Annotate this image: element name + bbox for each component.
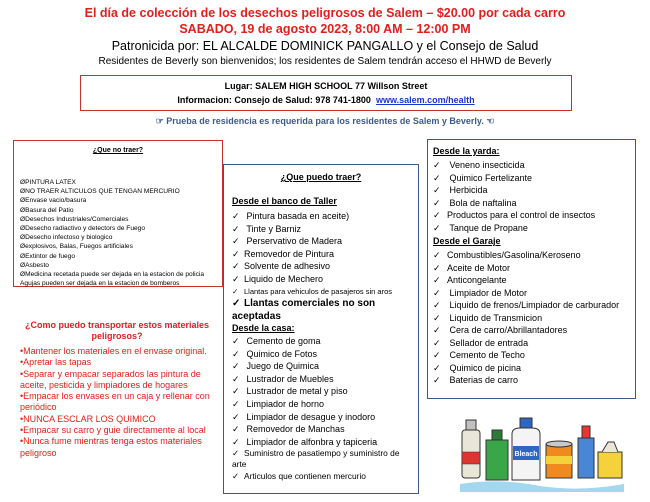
workshop-item: ✓ Removedor de Pintura [232,248,335,259]
check-icon: ✓ [232,223,240,234]
yard-item: ✓ Productos para el control de insectos [433,210,596,220]
garage-item: ✓ Cemento de Techo [433,350,525,360]
garage-item: ✓ Liquido de Transmicion [433,312,543,323]
not-allowed-item: ØAsbesto [20,261,49,269]
residency-proof-note: ☞ Prueba de residencia es requerida para los residentes de Salem y Beverly. ☜ [155,116,495,126]
garage-item: ✓ Liquido de frenos/Limpiador de carburador [433,300,620,310]
spill-puddle [460,481,624,492]
garage-item: ✓ Sellador de entrada [433,337,529,348]
transport-title: ¿Como puedo transportar estos materiales peligrosos? [24,320,210,341]
transport-item: •Separar y empacar separados las pintura de aceite, pesticida y limpiadores de hogares [20,368,201,390]
yard-item: ✓ Veneno insecticida [433,160,525,170]
garage-item: ✓ Cera de carro/Abrillantadores [433,325,568,335]
home-item: ✓ Articulos que contienen mercurio [232,471,366,482]
check-icon: ✓ [433,362,441,373]
oil-can-icon [598,442,622,478]
check-icon: ✓ [433,222,441,233]
green-jug-icon [486,430,508,480]
check-icon: ✓ [232,411,240,422]
check-icon: ✓ [433,172,441,183]
check-icon: ✓ [232,236,240,247]
transport-item: •Nunca fume mientras tenga estos materiales peligroso [20,436,202,458]
check-icon: ✓ [232,286,239,296]
spray-can-icon [462,420,480,478]
not-allowed-item: Øexplosivos, Balas, Fuegos artificiales [20,243,133,251]
chemical-bottle-icon [578,426,594,478]
check-icon: ✓ [433,350,441,360]
workshop-item: ✓ Pintura basada en aceite) [232,211,350,221]
sponsor-line: Patronicida por: EL ALCALDE DOMINICK PANGALLO y el Consejo de Salud [111,39,539,53]
check-icon: ✓ [433,375,441,385]
check-icon: ✓ [433,300,441,310]
check-icon: ✓ [232,336,240,346]
workshop-item: ✓ Perservativo de Madera [232,236,343,247]
home-item: ✓ Quimico de Fotos [232,348,318,359]
residents-line: Residentes de Beverly son bienvenidos; los residentes de Salem tendrán acceso el HHWD de Beverly [98,56,552,67]
bleach-bottle-icon [512,418,540,480]
health-website-link[interactable]: www.salem.com/health [375,95,475,105]
location-box [80,75,572,111]
workshop-list [232,210,416,323]
allowed-title: ¿Que puedo traer? [280,172,362,182]
transport-item: •Mantener los materiales en el envase original. [20,346,207,356]
check-icon: ✓ [232,348,240,359]
transport-item: •Empacar los envases en un caja y rellenar con periódico [20,391,210,413]
home-item: ✓ Limpiador de horno [232,398,325,409]
not-allowed-item: ØMedicina recetada puede ser dejada en la estacion de policia [20,271,205,279]
allowed-box [223,164,419,494]
check-icon: ✓ [232,298,241,310]
check-icon: ✓ [232,361,240,372]
not-allowed-box [13,140,223,287]
event-title: El día de colección de los desechos peligrosos de Salem – $20.00 por cada carro [84,6,566,20]
check-icon: ✓ [232,373,240,384]
check-icon: ✓ [433,262,441,273]
transport-item: •NUNCA ESCLAR LOS QUIMICO [20,413,156,424]
workshop-section-title: Desde el banco de Taller [232,196,337,206]
yard-garage-box [427,139,636,399]
garage-item: ✓ Anticongelante [433,275,507,285]
check-icon: ✓ [433,197,441,208]
check-icon: ✓ [232,436,240,447]
bleach-label: Bleach [514,451,538,458]
transport-item: •Empacar su carro y guie directamente al local [20,425,206,436]
check-icon: ✓ [433,185,441,195]
not-allowed-item: ØNO TRAER ALTICULOS QUE TENGAN MERCURIO [20,188,180,196]
check-icon: ✓ [232,448,240,459]
location-address: Lugar: SALEM HIGH SCHOOL 77 Willson Street [224,81,428,91]
garage-item: ✓ Limpiador de Motor [433,287,528,298]
home-item: ✓ Lustrador de metal y piso [232,386,348,397]
not-allowed-item: ØDesecho radiactivo y detectors de Fuego [20,225,145,233]
transport-list [20,346,220,459]
not-allowed-item: ØBasura del Patio [20,206,74,214]
health-phone: Informacion: Consejo de Salud: 978 741-1800 [177,95,371,105]
workshop-item: ✓ Solvente de adhesivo [232,261,331,272]
home-item: ✓ Cemento de goma [232,336,321,346]
check-icon: ✓ [232,398,240,409]
check-icon: ✓ [232,424,240,435]
not-allowed-item: ØExtintor de fuego [20,252,75,260]
home-list [232,335,416,483]
workshop-item-warning: ✓ Llantas comerciales no son aceptadas [232,298,376,322]
workshop-item: ✓ Tinte y Barniz [232,223,302,234]
not-allowed-item: ØDesechos Industriales/Comerciales [20,215,129,223]
not-allowed-list [20,178,216,288]
garage-list [433,249,631,387]
garage-item: ✓ Aceite de Motor [433,262,511,273]
garage-item: ✓ Baterias de carro [433,375,519,385]
not-allowed-item: Agujas pueden ser dejada en la estacion de bomberos [20,280,180,288]
home-item: ✓ Removedor de Manchas [232,424,345,435]
not-allowed-item: ØDesecho infectoso y biologico [20,234,113,242]
event-date: SABADO, 19 de agosto 2023, 8:00 AM – 12:00 PM [179,22,471,36]
yard-list [433,159,631,234]
check-icon: ✓ [232,211,240,221]
workshop-item: ✓ Liquido de Mechero [232,273,324,284]
not-allowed-item: ØPINTURA LATEX [20,179,76,186]
check-icon: ✓ [232,386,240,397]
hazardous-chemicals-illustration [456,400,628,495]
garage-item: ✓ Combustibles/Gasolina/Keroseno [433,250,581,260]
home-item: ✓ Lustrador de Muebles [232,373,334,384]
check-icon: ✓ [433,287,441,298]
check-icon: ✓ [433,337,441,348]
home-item: ✓ Limpiador de desague y inodoro [232,411,376,422]
home-section-title: Desde la casa: [232,323,295,333]
location-info [81,95,571,105]
yard-item: ✓ Quimico Fertelizante [433,172,533,183]
yard-section-title: Desde la yarda: [433,146,500,156]
check-icon: ✓ [433,160,441,170]
paint-can-icon [546,441,572,478]
not-allowed-item: ØEnvase vacio/basura [20,197,87,205]
check-icon: ✓ [433,210,441,220]
home-item: ✓ Juego de Quimica [232,361,320,372]
check-icon: ✓ [433,312,441,323]
yard-item: ✓ Tanque de Propane [433,222,528,233]
check-icon: ✓ [232,248,240,259]
home-item: ✓ Limpiador de alfonbra y tapiceria [232,436,378,447]
home-item: ✓ Suministro de pasatiempo y suministro de arte [232,448,400,470]
check-icon: ✓ [433,250,441,260]
check-icon: ✓ [433,325,441,335]
transport-item: •Apretar las tapas [20,357,92,368]
not-allowed-title: ¿Que no traer? [92,147,144,154]
check-icon: ✓ [433,275,441,285]
yard-item: ✓ Bola de naftalina [433,197,517,208]
check-icon: ✓ [232,471,240,482]
garage-item: ✓ Quimico de picina [433,362,522,373]
garage-section-title: Desde el Garaje [433,236,501,246]
check-icon: ✓ [232,273,240,284]
check-icon: ✓ [232,261,240,272]
yard-item: ✓ Herbicida [433,185,488,195]
workshop-item: ✓ Llantas para vehiculos de pasajeros sin aros [232,286,416,299]
